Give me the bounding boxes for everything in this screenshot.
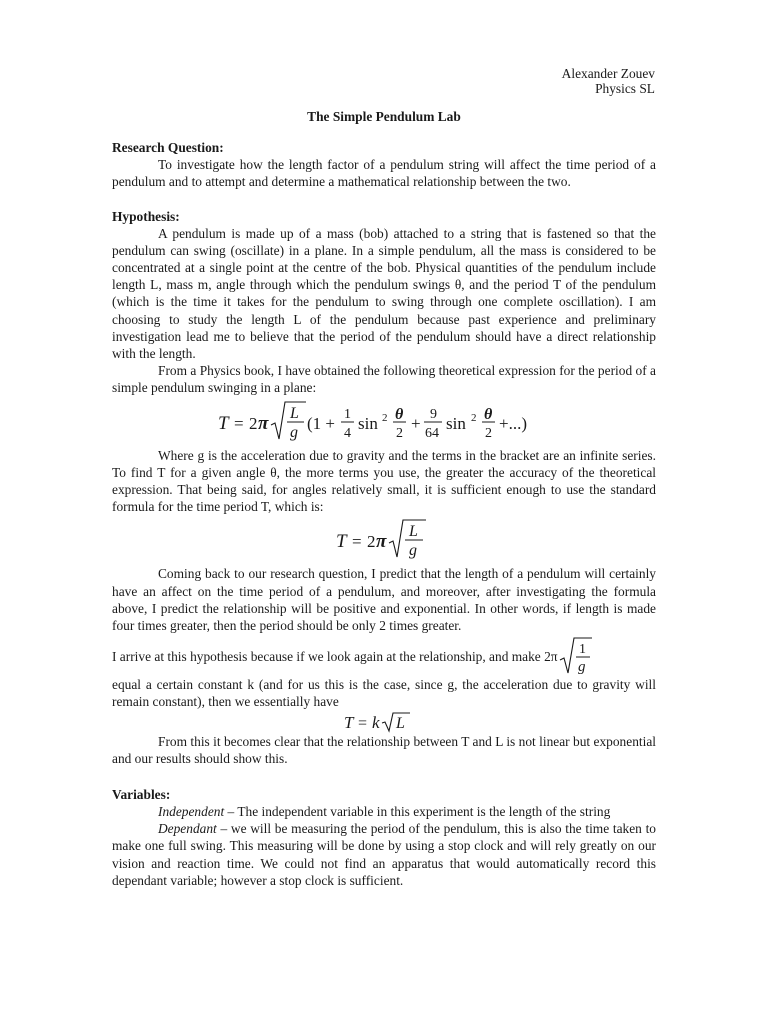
author-name: Alexander Zouev: [561, 66, 655, 81]
research-question-heading: Research Question:: [112, 140, 224, 156]
eq4-L: L: [396, 714, 405, 732]
eq1-two-b: 2: [396, 425, 403, 441]
hypothesis-paragraph-6: From this it becomes clear that the relationship between T and L is not linear but exponential and our results should show this.: [112, 733, 656, 766]
eq1-L: L: [290, 404, 299, 422]
hypothesis-paragraph-5b: equal a certain constant k (and for us this is the case, since g, the acceleration due to gravity will remain constant), then we essentially have: [112, 677, 656, 710]
independent-variable-paragraph: [112, 803, 656, 820]
eq2-two: 2: [367, 532, 376, 552]
eq4-equals: =: [358, 714, 368, 732]
course-name: Physics SL: [595, 81, 655, 96]
equation-standard: [112, 517, 656, 563]
eq2-pi: π: [376, 531, 387, 553]
hypothesis-paragraph-4: Coming back to our research question, I predict that the length of a pendulum will certainly have an affect on the time period of a pendulum, and moreover, after investigating the formula above, I predict the relationship will be positive and exponential. In other words, if length is made four times greater, then the period should be only 2 times greater.: [112, 566, 656, 634]
eq2-equals: =: [352, 532, 362, 552]
eq1-pi: π: [258, 412, 269, 434]
author-block: [112, 66, 656, 96]
equation-proportional: [112, 711, 656, 733]
eq1-nine: 9: [430, 406, 437, 422]
eq3-one: 1: [578, 642, 586, 658]
equation-standard-svg: [334, 517, 434, 563]
hypothesis-paragraph-2: From a Physics book, I have obtained the following theoretical expression for the period of a simple pendulum swinging in a plane:: [112, 363, 656, 396]
eq1-tail: +...): [499, 413, 527, 433]
eq1-T: T: [218, 412, 229, 434]
equation-sqrt-one-over-g: [558, 636, 594, 676]
eq1-plus: +: [411, 413, 421, 433]
eq3-g: g: [577, 659, 586, 676]
eq4-k: k: [372, 712, 380, 732]
variables-heading: Variables:: [112, 787, 171, 803]
eq1-sixtyfour: 64: [425, 425, 439, 441]
hypothesis-paragraph-1: A pendulum is made up of a mass (bob) attached to a string that is fastened so that the pendulum can swing (oscillate) in a plane. In a simple pendulum, all the mass is considered to be concentrated at a single point at the centre of the bob. Physical quantities of the pendulum include length L, mass m, angle through which the pendulum swings θ, and the period T of the pendulum (which is the time it takes for the pendulum to swing through one complete oscillation). I am choosing to study the length L of the pendulum because past experience and preliminary investigation lead me to believe that the period of the pendulum should have a direct relationship with the length.: [112, 225, 656, 362]
independent-text: – The independent variable in this experiment is the length of the string: [224, 804, 611, 820]
eq1-square-2: 2: [471, 411, 477, 424]
document-page: [112, 66, 656, 889]
hypothesis-heading: Hypothesis:: [112, 208, 180, 224]
equation-full-series: [112, 399, 656, 445]
equation-full-series-svg: [214, 399, 554, 445]
eq1-sqrt-sign: [271, 402, 306, 439]
hypothesis-paragraph-3: Where g is the acceleration due to gravity and the terms in the bracket are an infinite series. To find T for a given angle θ, the more terms you use, the greater the accuracy of the theoretical expression. That being said, for angles relatively small, it is sufficient enough to use the standard formula for the time period T, which is:: [112, 447, 656, 515]
eq2-L: L: [409, 523, 418, 541]
eq1-theta-1: θ: [395, 405, 404, 423]
eq1-two: 2: [249, 413, 258, 433]
eq1-g: g: [290, 423, 298, 441]
eq1-theta-2: θ: [484, 405, 493, 423]
dependent-variable-paragraph: [112, 820, 656, 889]
eq1-square-1: 2: [382, 411, 388, 424]
eq4-T: T: [344, 712, 354, 732]
eq1-open: (1 +: [307, 413, 335, 433]
independent-label: Independent: [158, 804, 225, 820]
eq1-four: 4: [344, 425, 351, 441]
research-question-text: To investigate how the length factor of a pendulum string will affect the time period of a pendulum and to attempt and determine a mathematical relationship between the two.: [112, 157, 656, 190]
eq1-sin-1: sin: [358, 413, 378, 433]
eq2-g: g: [409, 542, 417, 560]
hypothesis-paragraph-5a: I arrive at this hypothesis because if we look again at the relationship, and make 2π: [112, 648, 558, 664]
eq2-T: T: [336, 531, 347, 553]
eq3-sqrt-sign: [560, 638, 592, 676]
dependent-text: – we will be measuring the period of the pendulum, this is also the time taken to make one full swing. This measuring will be done by using a stop clock and will rely greatly on our vision and reaction time. We could not find an apparatus that would automatically record this dependant variable; however a stop clock is sufficient.: [112, 821, 656, 888]
eq1-one: 1: [344, 406, 351, 422]
dependent-label: Dependant: [158, 821, 217, 837]
eq1-equals: =: [234, 413, 244, 433]
equation-proportional-svg: [342, 711, 426, 733]
eq1-sin-2: sin: [446, 413, 466, 433]
document-title: The Simple Pendulum Lab: [307, 109, 461, 124]
eq1-two-c: 2: [485, 425, 492, 441]
hypothesis-paragraph-5-line: [112, 636, 656, 676]
eq2-sqrt-sign: [389, 520, 426, 560]
